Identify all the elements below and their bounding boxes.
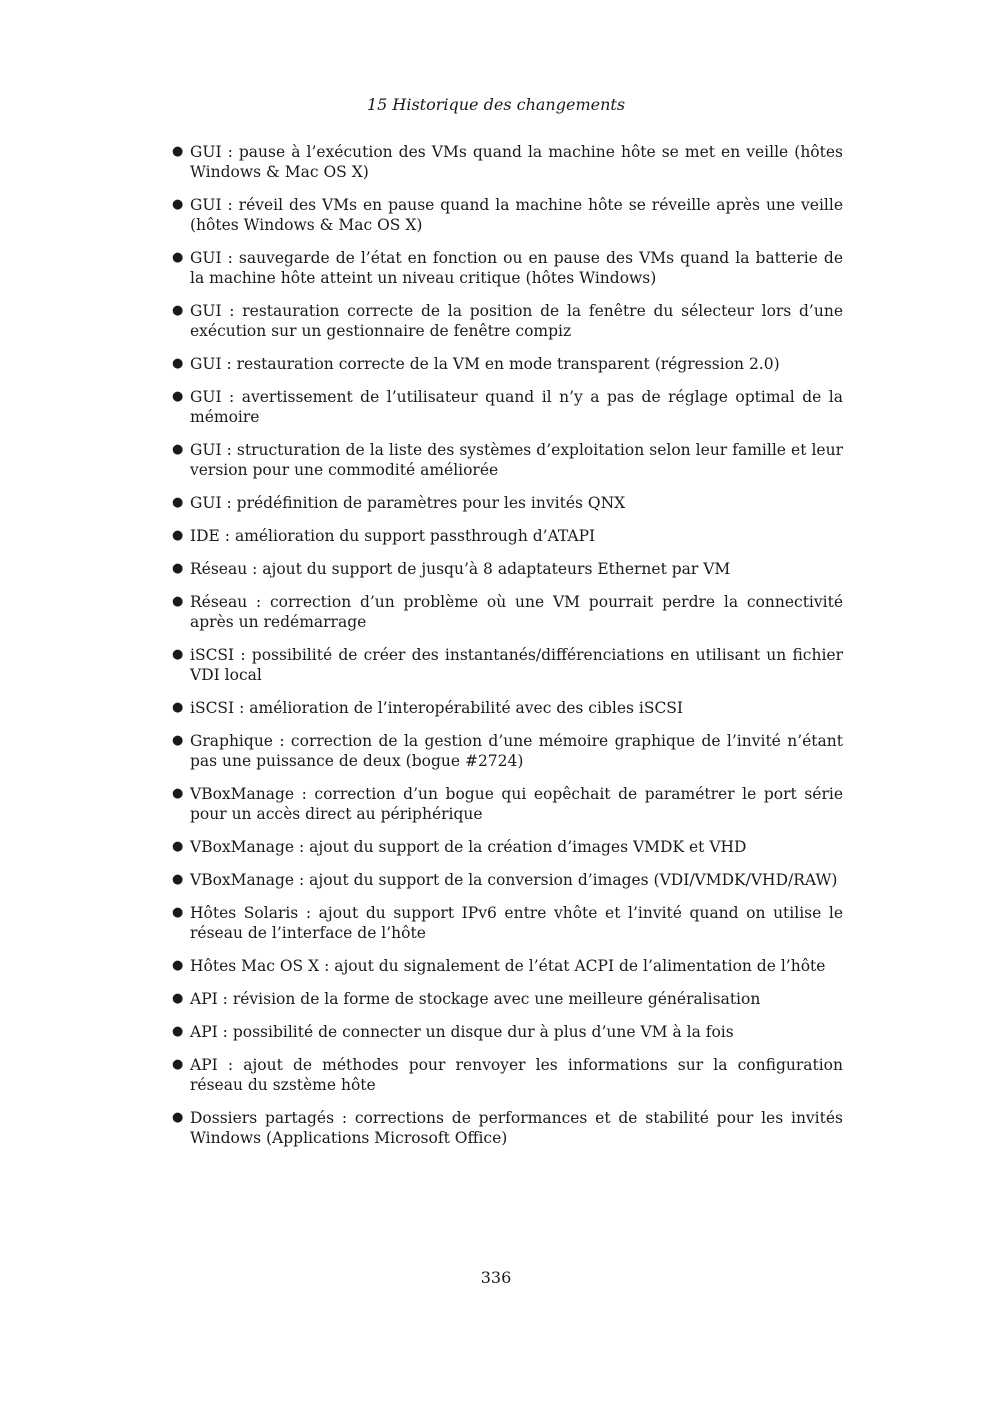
list-item-text: GUI : prédéfinition de paramètres pour les invités QNX: [190, 494, 626, 512]
list-item-text: Réseau : ajout du support de jusqu’à 8 adaptateurs Ethernet par VM: [190, 560, 731, 578]
list-item: [170, 195, 843, 235]
list-item-text: GUI : avertissement de l’utilisateur quand il n’y a pas de réglage optimal de la mémoire: [190, 388, 843, 426]
list-item-text: iSCSI : amélioration de l’interopérabilité avec des cibles iSCSI: [190, 699, 684, 717]
bullet-icon: ●: [172, 303, 184, 318]
list-item: [170, 870, 843, 890]
list-item: [170, 354, 843, 374]
list-item: [170, 387, 843, 427]
bullet-icon: ●: [172, 1057, 184, 1072]
bullet-icon: ●: [172, 958, 184, 973]
list-item-text: Graphique : correction de la gestion d’une mémoire graphique de l’invité n’étant pas une puissance de deux (bogue #2724): [190, 732, 843, 770]
changes-list: [170, 142, 843, 1161]
list-item-text: API : révision de la forme de stockage avec une meilleure généralisation: [190, 990, 761, 1008]
list-item: [170, 1055, 843, 1095]
list-item: [170, 248, 843, 288]
list-item-text: Hôtes Solaris : ajout du support IPv6 entre vhôte et l’invité quand on utilise le réseau de l’interface de l’hôte: [190, 904, 843, 942]
list-item-text: API : possibilité de connecter un disque dur à plus d’une VM à la fois: [190, 1023, 734, 1041]
list-item: [170, 1108, 843, 1148]
list-item: [170, 493, 843, 513]
bullet-icon: ●: [172, 700, 184, 715]
list-item: [170, 784, 843, 824]
bullet-icon: ●: [172, 250, 184, 265]
bullet-icon: ●: [172, 389, 184, 404]
list-item: [170, 142, 843, 182]
list-item-text: GUI : réveil des VMs en pause quand la machine hôte se réveille après une veille (hôtes Windows & Mac OS X): [190, 196, 843, 234]
bullet-icon: ●: [172, 647, 184, 662]
bullet-icon: ●: [172, 528, 184, 543]
list-item: [170, 989, 843, 1009]
list-item-text: GUI : sauvegarde de l’état en fonction ou en pause des VMs quand la batterie de la machine hôte atteint un niveau critique (hôtes Windows): [190, 249, 843, 287]
list-item-text: Réseau : correction d’un problème où une VM pourrait perdre la connectivité après un redémarrage: [190, 593, 843, 631]
bullet-icon: ●: [172, 839, 184, 854]
list-item-text: GUI : structuration de la liste des systèmes d’exploitation selon leur famille et leur version pour une commodité améliorée: [190, 441, 843, 479]
list-item-text: VBoxManage : correction d’un bogue qui eopêchait de paramétrer le port série pour un accès direct au périphérique: [190, 785, 843, 823]
list-item: [170, 956, 843, 976]
bullet-icon: ●: [172, 356, 184, 371]
list-item-text: iSCSI : possibilité de créer des instantanés/différenciations en utilisant un fichier VDI local: [190, 646, 843, 684]
bullet-icon: ●: [172, 786, 184, 801]
list-item-text: GUI : pause à l’exécution des VMs quand la machine hôte se met en veille (hôtes Windows & Mac OS X): [190, 143, 843, 181]
bullet-icon: ●: [172, 991, 184, 1006]
bullet-icon: ●: [172, 905, 184, 920]
list-item-text: GUI : restauration correcte de la position de la fenêtre du sélecteur lors d’une exécution sur un gestionnaire de fenêtre compiz: [190, 302, 843, 340]
list-item: [170, 592, 843, 632]
bullet-icon: ●: [172, 594, 184, 609]
list-item: [170, 559, 843, 579]
list-item: [170, 645, 843, 685]
list-item-text: GUI : restauration correcte de la VM en mode transparent (régression 2.0): [190, 355, 780, 373]
list-item-text: API : ajout de méthodes pour renvoyer les informations sur la configuration réseau du szstème hôte: [190, 1056, 843, 1094]
list-item: [170, 903, 843, 943]
bullet-icon: ●: [172, 197, 184, 212]
list-item-text: VBoxManage : ajout du support de la création d’images VMDK et VHD: [190, 838, 747, 856]
list-item-text: Dossiers partagés : corrections de performances et de stabilité pour les invités Windows (Applications Microsoft Office): [190, 1109, 843, 1147]
bullet-icon: ●: [172, 1110, 184, 1125]
bullet-icon: ●: [172, 1024, 184, 1039]
bullet-icon: ●: [172, 561, 184, 576]
running-header: 15 Historique des changements: [366, 95, 626, 114]
list-item: [170, 731, 843, 771]
list-item: [170, 440, 843, 480]
list-item: [170, 1022, 843, 1042]
list-item: [170, 837, 843, 857]
bullet-icon: ●: [172, 733, 184, 748]
list-item-text: IDE : amélioration du support passthrough d’ATAPI: [190, 527, 596, 545]
bullet-icon: ●: [172, 144, 184, 159]
page-number: 336: [480, 1268, 512, 1287]
list-item: [170, 526, 843, 546]
bullet-icon: ●: [172, 872, 184, 887]
list-item: [170, 301, 843, 341]
bullet-icon: ●: [172, 442, 184, 457]
bullet-icon: ●: [172, 495, 184, 510]
list-item-text: VBoxManage : ajout du support de la conversion d’images (VDI/VMDK/VHD/RAW): [190, 871, 838, 889]
list-item-text: Hôtes Mac OS X : ajout du signalement de l’état ACPI de l’alimentation de l’hôte: [190, 957, 826, 975]
list-item: [170, 698, 843, 718]
